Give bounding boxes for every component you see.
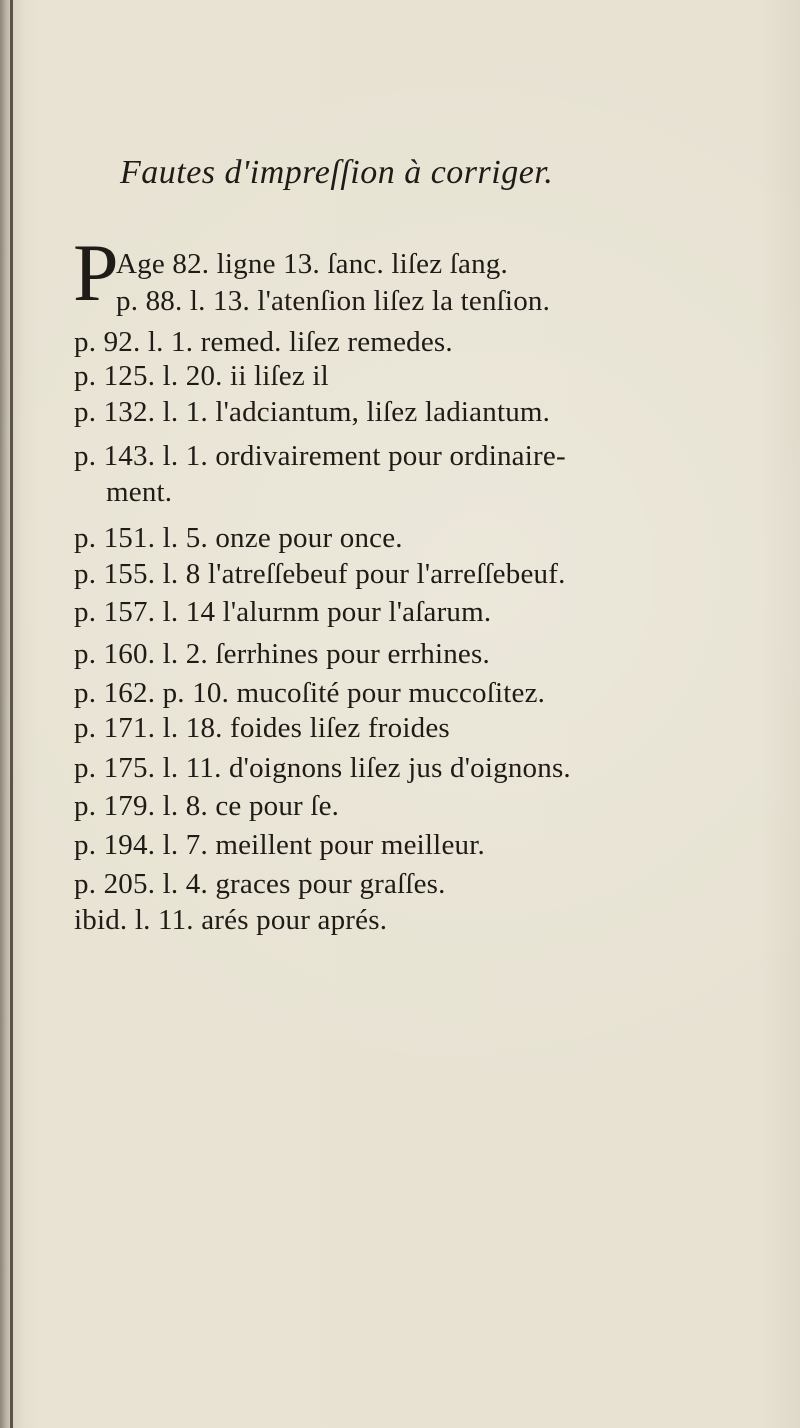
erratum-line: p. 194. l. 7. meillent pour meilleur.: [74, 829, 485, 861]
erratum-line: p. 155. l. 8 l'atreſſebeuf pour l'arreſſebeuf.: [74, 558, 566, 590]
erratum-line: p. 143. l. 1. ordivairement pour ordinaire-: [74, 440, 566, 472]
erratum-line: p. 179. l. 8. ce pour ſe.: [74, 790, 340, 822]
erratum-line: p. 205. l. 4. graces pour graſſes.: [74, 868, 446, 900]
erratum-line: p. 132. l. 1. l'adciantum, liſez ladiantum.: [74, 396, 551, 428]
erratum-line: p. 160. l. 2. ſerrhines pour errhines.: [74, 638, 490, 670]
erratum-line: p. 175. l. 11. d'oignons liſez jus d'oignons.: [74, 752, 571, 784]
erratum-line: p. 88. l. 13. l'atenſion liſez la tenſion.: [116, 285, 551, 317]
erratum-line: p. 171. l. 18. foides liſez froides: [74, 712, 450, 744]
erratum-line: p. 151. l. 5. onze pour once.: [74, 522, 403, 554]
page-gutter: [10, 0, 13, 1428]
erratum-line: p. 125. l. 20. ii liſez il: [74, 360, 329, 392]
erratum-line: ibid. l. 11. arés pour aprés.: [74, 904, 388, 936]
erratum-line: p. 162. p. 10. mucoſité pour muccoſitez.: [74, 677, 546, 709]
erratum-line: p. 157. l. 14 l'alurnm pour l'aſarum.: [74, 596, 492, 628]
page-title: Fautes d'impreſſion à corriger.: [120, 154, 554, 191]
drop-cap: P: [73, 227, 119, 318]
erratum-line: p. 92. l. 1. remed. liſez remedes.: [74, 326, 453, 358]
erratum-line: Age 82. ligne 13. ſanc. liſez ſang.: [116, 248, 508, 280]
erratum-line-continuation: ment.: [106, 476, 173, 508]
